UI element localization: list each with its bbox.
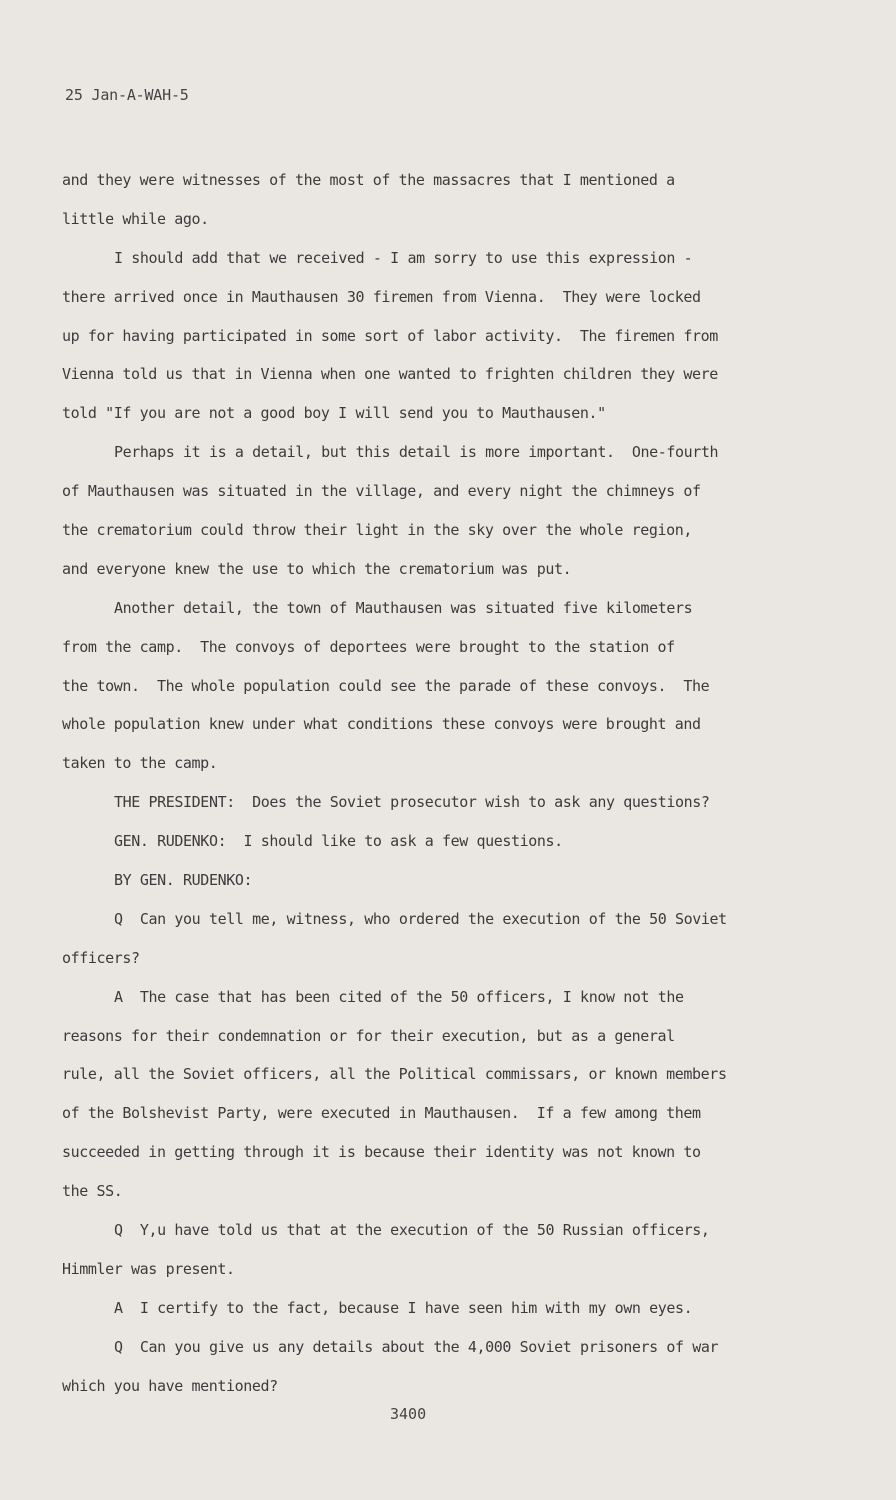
text-line: rule, all the Soviet officers, all the Political commissars, or known members	[62, 1065, 727, 1084]
text-line: and everyone knew the use to which the crematorium was put.	[62, 559, 572, 578]
document-reference-header: 25 Jan-A-WAH-5	[65, 86, 189, 104]
text-line: which you have mentioned?	[62, 1376, 278, 1395]
text-line: from the camp. The convoys of deportees were brought to the station of	[62, 637, 675, 656]
transcript-body	[62, 161, 822, 1406]
question-line: Q Can you tell me, witness, who ordered the execution of the 50 Soviet	[114, 909, 727, 928]
text-line: told "If you are not a good boy I will send you to Mauthausen."	[62, 404, 606, 423]
examination-heading: BY GEN. RUDENKO:	[114, 871, 253, 890]
text-line: Vienna told us that in Vienna when one wanted to frighten children they were	[62, 365, 718, 384]
text-line: of the Bolshevist Party, were executed in Mauthausen. If a few among them	[62, 1104, 701, 1123]
text-line: there arrived once in Mauthausen 30 firemen from Vienna. They were locked	[62, 287, 701, 306]
answer-line: A I certify to the fact, because I have seen him with my own eyes.	[114, 1298, 693, 1317]
question-line: Q Y,u have told us that at the execution of the 50 Russian officers,	[114, 1221, 710, 1240]
text-line: up for having participated in some sort of labor activity. The firemen from	[62, 326, 718, 345]
question-line: Q Can you give us any details about the 4,000 Soviet prisoners of war	[114, 1337, 719, 1356]
speaker-line-rudenko: GEN. RUDENKO: I should like to ask a few questions.	[114, 832, 563, 851]
page-number: 3400	[390, 1405, 427, 1423]
text-line: the crematorium could throw their light in the sky over the whole region,	[62, 521, 693, 540]
text-line: the SS.	[62, 1182, 123, 1201]
text-line: taken to the camp.	[62, 754, 218, 773]
speaker-line-president: THE PRESIDENT: Does the Soviet prosecutor wish to ask any questions?	[114, 793, 710, 812]
answer-line: A The case that has been cited of the 50 officers, I know not the	[114, 987, 684, 1006]
text-line: Another detail, the town of Mauthausen was situated five kilometers	[114, 598, 693, 617]
text-line: of Mauthausen was situated in the village, and every night the chimneys of	[62, 482, 701, 501]
text-line: reasons for their condemnation or for their execution, but as a general	[62, 1026, 675, 1045]
text-line: Perhaps it is a detail, but this detail is more important. One-fourth	[114, 443, 719, 462]
text-line: officers?	[62, 948, 140, 967]
text-line: Himmler was present.	[62, 1259, 235, 1278]
text-line: whole population knew under what conditions these convoys were brought and	[62, 715, 701, 734]
text-line: the town. The whole population could see the parade of these convoys. The	[62, 676, 710, 695]
text-line: little while ago.	[62, 209, 209, 228]
text-line: I should add that we received - I am sorry to use this expression -	[114, 248, 693, 267]
text-line: and they were witnesses of the most of the massacres that I mentioned a	[62, 171, 675, 189]
text-line: succeeded in getting through it is because their identity was not known to	[62, 1143, 701, 1162]
